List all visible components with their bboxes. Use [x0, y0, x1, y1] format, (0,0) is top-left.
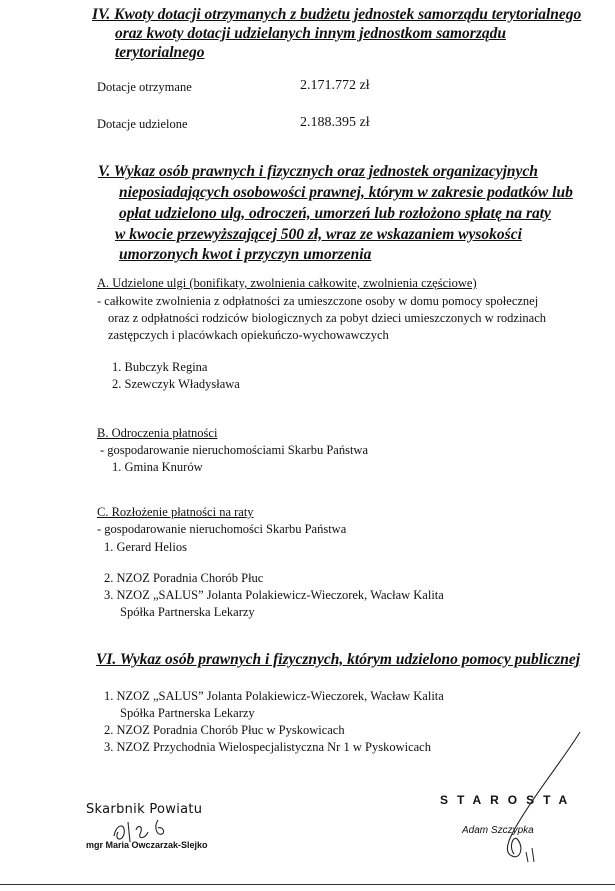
section-a-desc-line-3: zastępczych i placówkach opiekuńczo-wychowawczych	[108, 328, 389, 342]
section-b-desc: - gospodarowanie nieruchomościami Skarbu Państwa	[100, 443, 368, 457]
grant-received-value: 2.171.772 zł	[300, 78, 370, 93]
starost-handwritten-signature	[468, 728, 588, 868]
list-item: 3. NZOZ „SALUS” Jolanta Polakiewicz-Wieczorek, Wacław Kalita	[104, 588, 444, 602]
list-item: Spółka Partnerska Lekarzy	[120, 605, 255, 619]
list-item: 1. Bubczyk Regina	[112, 360, 208, 374]
starost-name: Adam Szczypka	[462, 825, 534, 836]
page-bottom-divider	[0, 884, 615, 885]
section-5-heading-line-4: w kwocie przewyższającej 500 zł, wraz ze wskazaniem wysokości	[115, 226, 522, 243]
list-item: 1. Gmina Knurów	[112, 460, 203, 474]
treasurer-name: mgr Maria Owczarzak-Slejko	[86, 840, 208, 850]
section-6-heading: VI. Wykaz osób prawnych i fizycznych, którym udzielono pomocy publicznej	[96, 651, 581, 668]
section-4-heading-line-3: terytorialnego	[115, 44, 205, 61]
treasurer-title: Skarbnik Powiatu	[86, 802, 203, 817]
list-item: 2. Szewczyk Władysława	[112, 377, 240, 391]
list-item: Spółka Partnerska Lekarzy	[120, 706, 255, 720]
section-5-heading-line-1: V. Wykaz osób prawnych i fizycznych oraz jednostek organizacyjnych	[98, 163, 538, 180]
section-a-desc-line-1: - całkowite zwolnienia z odpłatności za umieszczone osoby w domu pomocy społecznej	[97, 294, 539, 308]
list-item: 3. NZOZ Przychodnia Wielospecjalistyczna Nr 1 w Pyskowicach	[104, 740, 431, 754]
section-5-heading-line-5: umorzonych kwot i przyczyn umorzenia	[119, 246, 372, 263]
section-b-title: B. Odroczenia płatności	[97, 426, 218, 440]
section-c-title: C. Rozłożenie płatności na raty	[97, 505, 254, 519]
section-a-title: A. Udzielone ulgi (bonifikaty, zwolnienia całkowite, zwolnienia częściowe)	[97, 276, 477, 290]
list-item: 2. NZOZ Poradnia Chorób Płuc	[104, 571, 264, 585]
section-c-desc: - gospodarowanie nieruchomości Skarbu Państwa	[97, 522, 347, 536]
starost-title: STAROSTA	[440, 793, 577, 807]
treasurer-signature-block	[86, 802, 208, 850]
grant-received-label: Dotacje otrzymane	[97, 80, 192, 94]
grant-given-label: Dotacje udzielone	[97, 117, 188, 131]
section-a-desc-line-2: oraz z odpłatności rodziców biologicznych za pobyt dzieci umieszczonych w rodzinach	[108, 311, 547, 325]
list-item: 2. NZOZ Poradnia Chorób Płuc w Pyskowicach	[104, 723, 345, 737]
section-5-heading-line-2: nieposiadających osobowości prawnej, którym w zakresie podatków lub	[119, 184, 573, 201]
grant-given-value: 2.188.395 zł	[300, 115, 370, 130]
section-4-heading-line-1: IV. Kwoty dotacji otrzymanych z budżetu jednostek samorządu terytorialnego	[92, 6, 582, 23]
list-item: 1. Gerard Helios	[104, 540, 187, 554]
section-4-heading-line-2: oraz kwoty dotacji udzielanych innym jednostkom samorządu	[115, 25, 506, 42]
section-5-heading-line-3: opłat udzielono ulg, odroczeń, umorzeń lub rozłożono spłatę na raty	[119, 205, 551, 222]
list-item: 1. NZOZ „SALUS” Jolanta Polakiewicz-Wieczorek, Wacław Kalita	[104, 689, 444, 703]
